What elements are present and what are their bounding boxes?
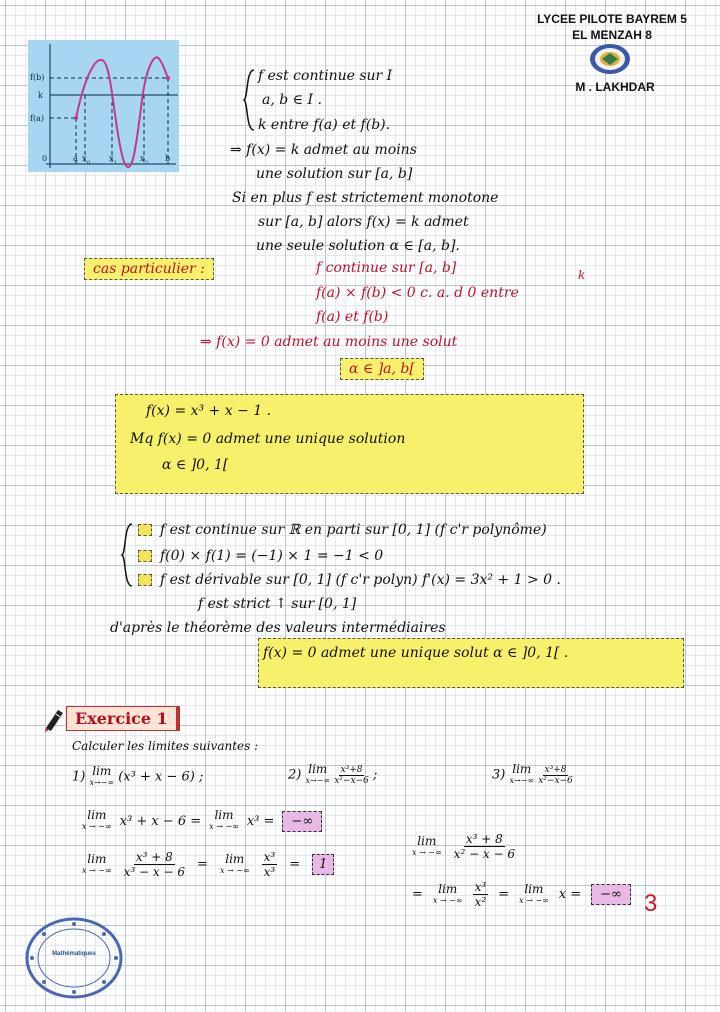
special-line-2: f(a) × f(b) < 0 c. a. d 0 entre xyxy=(316,285,519,301)
theorem-line-7: sur [a, b] alors f(x) = k admet xyxy=(258,214,469,230)
label-x2-sub: 2 xyxy=(145,160,149,166)
proof-line-1: f est continue sur ℝ en parti sur [0, 1] (f c'r polynôme) xyxy=(138,522,547,538)
check-box-1 xyxy=(138,524,152,536)
school-stamp xyxy=(24,916,124,1000)
example-line-3: α ∈ ]0, 1[ xyxy=(162,457,229,473)
proof-line-2: f(0) × f(1) = (−1) × 1 = −1 < 0 xyxy=(138,548,383,564)
check-box-3 xyxy=(138,574,152,586)
proof-line-5: d'après le théorème des valeurs intermédiaires xyxy=(110,620,446,636)
page-number: 3 xyxy=(644,890,658,917)
school-name: LYCEE PILOTE BAYREM 5 xyxy=(537,12,687,26)
special-result: α ∈ ]a, b[ xyxy=(340,358,424,380)
solution-1: lim x → −∞ x³ + x − 6 = lim x → −∞ x³ = −∞ xyxy=(82,810,322,832)
special-case-label: cas particulier : xyxy=(84,258,214,280)
theorem-brace xyxy=(242,68,256,132)
solution-2: lim x → −∞ $\frac{\text{x³ + 8}}{\text{x³ − x − 6}}$ = lim x → −∞ $\frac{\text{x³}}{\text{x³}}$ = 1 xyxy=(82,850,334,879)
label-b: b xyxy=(165,154,171,163)
solution-3-bottom: = lim x → −∞ $\frac{\text{x³}}{\text{x²}}$ = lim x → −∞ x = −∞ xyxy=(412,880,631,909)
label-origin: 0 xyxy=(42,154,48,163)
label-fa: f(a) xyxy=(30,114,44,123)
label-k: k xyxy=(38,91,43,100)
proof-line-3: f est dérivable sur [0, 1] (f c'r polyn) f'(x) = 3x² + 1 > 0 . xyxy=(138,572,561,588)
answer-2: 1 xyxy=(312,854,334,875)
answer-1: −∞ xyxy=(282,811,322,832)
ivt-graph xyxy=(28,40,179,172)
proof-brace xyxy=(120,522,134,588)
example-box xyxy=(115,394,584,494)
theorem-line-5: une solution sur [a, b] xyxy=(256,166,413,182)
exercise-title: Exercice 1 xyxy=(66,706,180,731)
theorem-line-3: k entre f(a) et f(b). xyxy=(258,117,391,133)
question-2: 2) lim x→−∞ $\frac{\text{x³+8}}{\text{x²−x−6}}$ ; xyxy=(288,762,378,786)
proof-result-text: f(x) = 0 admet une unique solut α ∈ ]0, 1[ . xyxy=(263,645,569,661)
theorem-line-1: f est continue sur I xyxy=(258,68,393,84)
example-line-2: Mq f(x) = 0 admet une unique solution xyxy=(130,431,406,447)
pencil-icon xyxy=(42,706,66,732)
label-x2: x xyxy=(140,154,145,163)
stamp-label: Mathématiques xyxy=(52,951,96,957)
proof-result xyxy=(258,638,684,688)
special-line-3: f(a) et f(b) xyxy=(316,309,389,325)
theorem-line-2: a, b ∈ I . xyxy=(262,92,322,108)
answer-3: −∞ xyxy=(591,884,631,905)
author-name: M . LAKHDAR xyxy=(575,80,655,94)
special-k: k xyxy=(578,268,586,282)
label-a: a xyxy=(73,154,78,163)
question-3: 3) lim x→−∞ $\frac{\text{x³+8}}{\text{x²−x−6}}$ xyxy=(492,762,573,786)
exercise-instruction: Calculer les limites suivantes : xyxy=(72,739,259,753)
label-x1: x xyxy=(109,154,114,163)
special-line-1: f continue sur [a, b] xyxy=(316,260,457,276)
school-emblem xyxy=(588,42,632,76)
example-line-1: f(x) = x³ + x − 1 . xyxy=(146,403,272,419)
special-line-4: ⇒ f(x) = 0 admet au moins une solut xyxy=(200,334,458,350)
solution-3-top: lim x → −∞ $\frac{\text{x³ + 8}}{\text{x² − x − 6}}$ xyxy=(412,832,516,861)
label-x0: x xyxy=(82,154,87,163)
school-city: EL MENZAH 8 xyxy=(572,28,652,42)
check-box-2 xyxy=(138,550,152,562)
label-fb: f(b) xyxy=(30,73,45,82)
theorem-line-8: une seule solution α ∈ [a, b]. xyxy=(256,238,460,254)
label-x1-sub: 1 xyxy=(114,160,118,166)
label-x0-sub: 0 xyxy=(87,160,91,166)
question-1: 1) lim x→−∞ (x³ + x − 6) ; xyxy=(72,764,204,787)
theorem-line-4: ⇒ f(x) = k admet au moins xyxy=(230,142,417,158)
theorem-line-6: Si en plus f est strictement monotone xyxy=(232,190,499,206)
proof-line-4: f est strict ↑ sur [0, 1] xyxy=(198,596,357,612)
